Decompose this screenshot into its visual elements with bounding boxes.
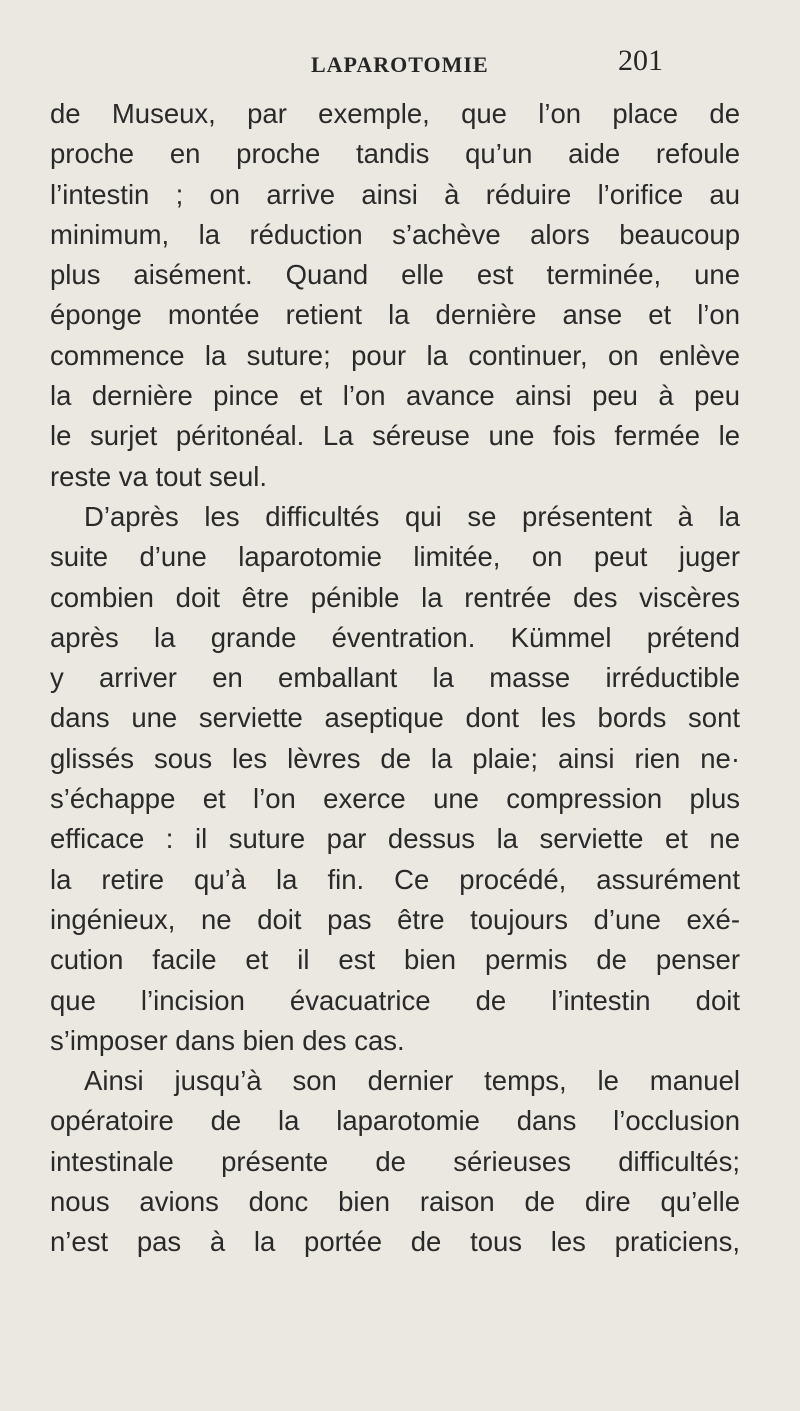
paragraph-1	[50, 94, 740, 497]
text-line: intestinale présente de sérieuses difficultés;	[50, 1145, 740, 1177]
text-line: plus aisément. Quand elle est terminée, une	[50, 259, 740, 291]
text-line: éponge montée retient la dernière anse et l’on	[50, 299, 740, 331]
text-line: la dernière pince et l’on avance ainsi peu à peu	[50, 380, 740, 412]
body-text	[50, 94, 740, 1263]
text-line: opératoire de la laparotomie dans l’occlusion	[50, 1105, 740, 1137]
page-number: 201	[618, 44, 663, 77]
text-line: nous avions donc bien raison de dire qu’elle	[50, 1186, 740, 1218]
text-line: cution facile et il est bien permis de penser	[50, 944, 740, 976]
text-line: glissés sous les lèvres de la plaie; ainsi rien ne·	[50, 742, 740, 774]
text-line: la retire qu’à la fin. Ce procédé, assurément	[50, 863, 740, 895]
text-line: y arriver en emballant la masse irréductible	[50, 662, 740, 694]
text-line: de Museux, par exemple, que l’on place de	[50, 98, 740, 129]
text-line: suite d’une laparotomie limitée, on peut juger	[50, 541, 740, 573]
text-line: ingénieux, ne doit pas être toujours d’une exé-	[50, 903, 740, 935]
text-line: s’imposer dans bien des cas.	[50, 1024, 405, 1056]
paragraph-3	[50, 1061, 740, 1262]
text-line: D’après les difficultés qui se présentent à la	[84, 500, 740, 532]
text-line: minimum, la réduction s’achève alors beaucoup	[50, 218, 740, 250]
running-title: LAPAROTOMIE	[311, 52, 489, 77]
text-line: efficace : il suture par dessus la serviette et ne	[50, 823, 740, 855]
text-line: s’échappe et l’on exerce une compression plus	[50, 783, 740, 815]
text-line: commence la suture; pour la continuer, on enlève	[50, 339, 740, 371]
text-line: combien doit être pénible la rentrée des viscères	[50, 581, 740, 613]
text-line: dans une serviette aseptique dont les bords sont	[50, 702, 740, 734]
text-line: n’est pas à la portée de tous les praticiens,	[50, 1226, 740, 1258]
paragraph-2	[50, 497, 740, 1061]
text-line: proche en proche tandis qu’un aide refoule	[50, 138, 740, 170]
page-header	[50, 44, 730, 88]
text-line: après la grande éventration. Kümmel prétend	[50, 621, 740, 653]
text-line: que l’incision évacuatrice de l’intestin doit	[50, 984, 740, 1016]
text-line: Ainsi jusqu’à son dernier temps, le manuel	[84, 1065, 740, 1097]
text-line: reste va tout seul.	[50, 460, 268, 492]
text-line: l’intestin ; on arrive ainsi à réduire l’orifice au	[50, 178, 740, 210]
text-line: le surjet péritonéal. La séreuse une fois fermée le	[50, 420, 740, 452]
